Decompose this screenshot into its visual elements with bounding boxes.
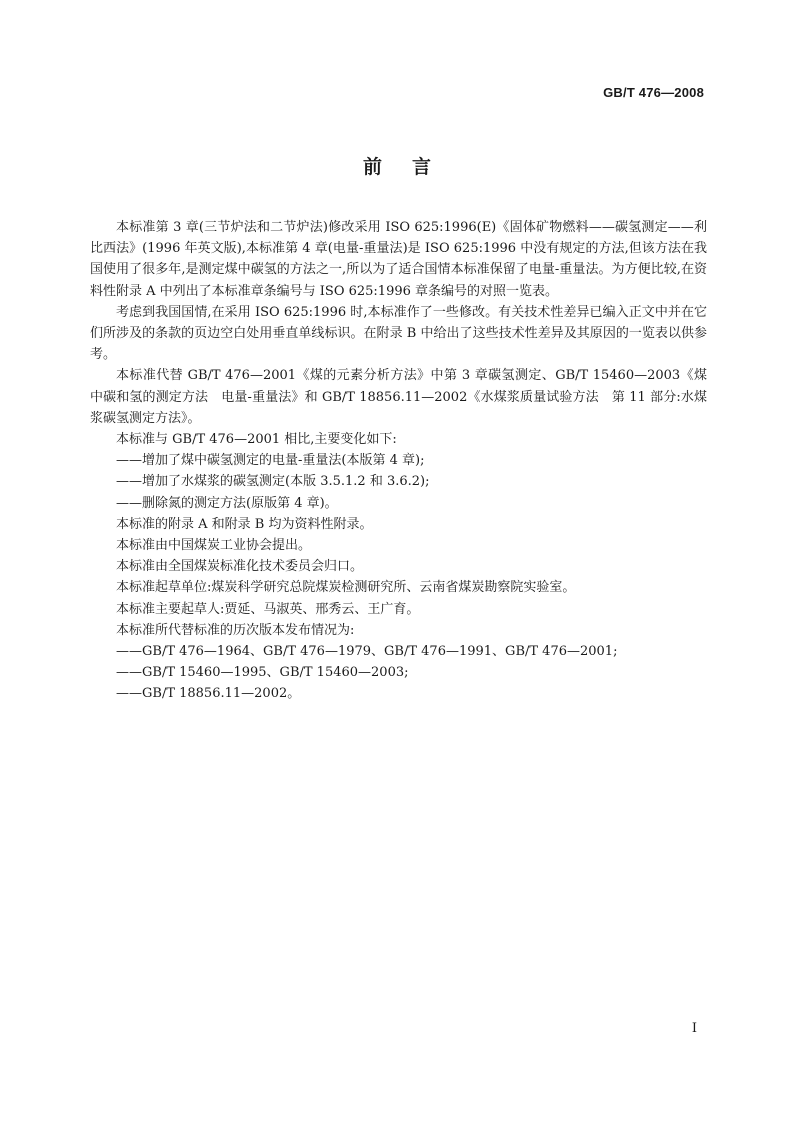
statement-committee: 本标准由全国煤炭标准化技术委员会归口。 bbox=[116, 559, 364, 575]
statement-proposer: 本标准由中国煤炭工业协会提出。 bbox=[116, 538, 312, 554]
paragraph-adoption: 本标准第 3 章(三节炉法和二节炉法)修改采用 ISO 625:1996(E)《固体矿物燃料——碳氢测定——利比西法》(1996 年英文版),本标准第 4 章(电量-重量法)是 ISO 625:1996 中没有规定的方法,但该方法在我国使用了很多年,是测定煤中碳氢的方法之一,所以为了适合国情本标准保留了电量-重量法。为方便比较,在资料性附录 A 中列出了本标准章条编号与 ISO 625:1996 章条编号的对照一览表。 bbox=[90, 220, 707, 299]
statement-history-intro: 本标准所代替标准的历次版本发布情况为: bbox=[116, 622, 355, 638]
paragraph-changes-intro: 本标准与 GB/T 476—2001 相比,主要变化如下: bbox=[116, 432, 397, 448]
paragraph-modifications: 考虑到我国国情,在采用 ISO 625:1996 时,本标准作了一些修改。有关技术性差异已编入正文中并在它们所涉及的条款的页边空白处用垂直单线标识。在附录 B 中给出了这些技术性差异及其原因的一览表以供参考。 bbox=[90, 304, 707, 363]
statement-drafting-units: 本标准起草单位:煤炭科学研究总院煤炭检测研究所、云南省煤炭勘察院实验室。 bbox=[116, 580, 576, 596]
history-item: ——GB/T 15460—1995、GB/T 15460—2003; bbox=[116, 665, 409, 681]
change-item: ——增加了水煤浆的碳氢测定(本版 3.5.1.2 和 3.6.2); bbox=[116, 474, 430, 490]
page-title: 前言 bbox=[362, 156, 461, 178]
paragraph-replacement: 本标准代替 GB/T 476—2001《煤的元素分析方法》中第 3 章碳氢测定、GB/T 15460—2003《煤中碳和氢的测定方法 电量-重量法》和 GB/T 18856.11—2002《水煤浆质量试验方法 第 11 部分:水煤浆碳氢测定方法》。 bbox=[90, 368, 707, 426]
history-item: ——GB/T 18856.11—2002。 bbox=[116, 686, 301, 702]
change-item: ——删除氮的测定方法(原版第 4 章)。 bbox=[116, 495, 338, 511]
statement-drafters: 本标准主要起草人:贾延、马淑英、邢秀云、王广育。 bbox=[116, 601, 420, 617]
foreword-body bbox=[90, 217, 707, 705]
change-item: ——增加了煤中碳氢测定的电量-重量法(本版第 4 章); bbox=[116, 453, 425, 469]
statement-annexes: 本标准的附录 A 和附录 B 均为资料性附录。 bbox=[116, 516, 373, 532]
page-number: I bbox=[691, 1021, 697, 1036]
standard-code: GB/T 476—2008 bbox=[603, 85, 704, 100]
history-item: ——GB/T 476—1964、GB/T 476—1979、GB/T 476—1991、GB/T 476—2001; bbox=[116, 644, 618, 660]
